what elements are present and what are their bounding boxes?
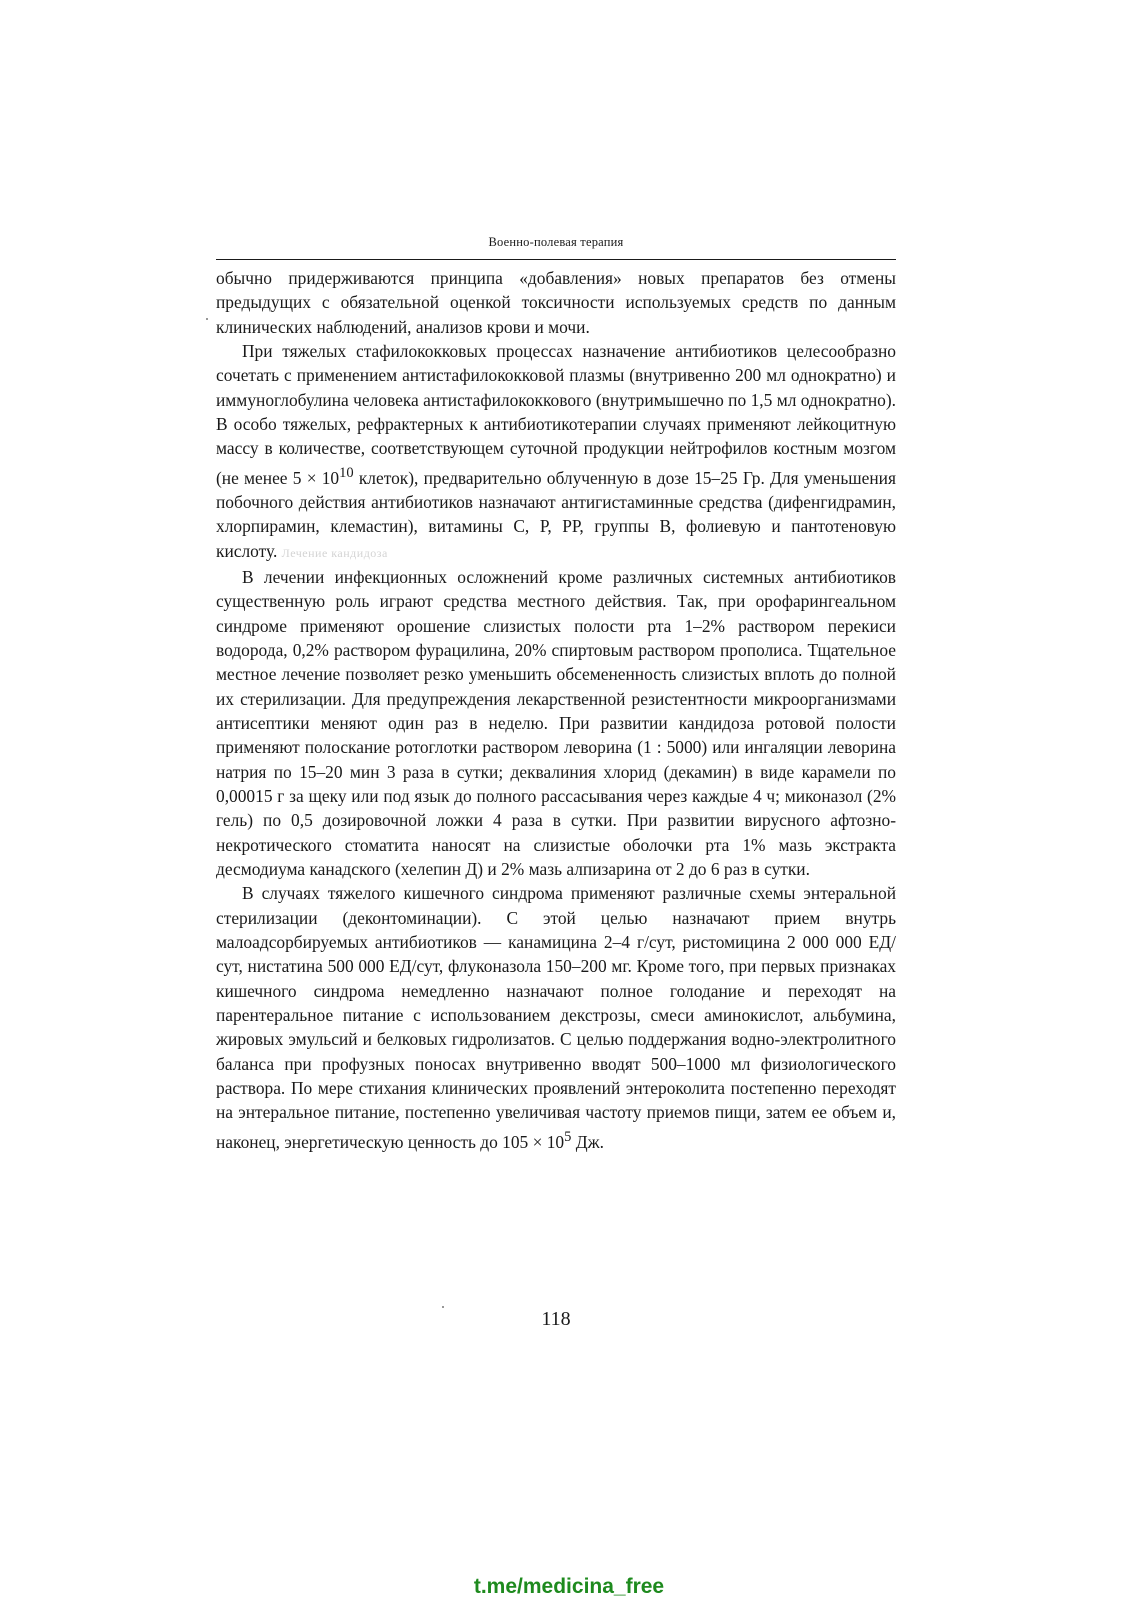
paragraph-4-text-continued: Дж.: [571, 1131, 604, 1152]
paragraph-3: В лечении инфекционных осложнений кроме различных системных антибиотиков существенную роль играют средства местного действия. Так, при орофарингеальном синдроме применяют орошение слизистых полости рта 1–2% раствором перекиси водорода, 0,2% раствором фурацилина, 20% спиртовым раствором прополиса. Тщательное местное лечение позволяет резко уменьшить обсемененность слизистых вплоть до полной их стерилизации. Для предупреждения лекарственной резистентности микроорганизмами антисептики меняют один раз в неделю. При развитии кандидоза ротовой полости применяют полоскание ротоглотки раствором леворина (1 : 5000) или ингаляции леворина натрия по 15–20 мин 3 раза в сутки; деквалиния хлорид (декамин) в виде карамели по 0,00015 г за щеку или под язык до полного рассасывания через каждые 4 ч; миконазол (2% гель) по 0,5 дозировочной ложки 4 раза в сутки. При развитии вирусного афтозно-некротического стоматита наносят на слизистые оболочки рта 1% мазь экстракта десмодиума канадского (хелепин Д) и 2% мазь алпизарина от 2 до 6 раз в сутки.: [216, 566, 896, 880]
paragraph-2-text-continued: клеток), предварительно облученную в дозе 15–25 Гр. Для уменьшения побочного действия антибиотиков назначают антигистаминные средства (дифенгидрамин, хлорпирамин, клемастин), витамины С, Р, РР, группы В, фолиевую и пантотеновую кислоту.: [216, 467, 896, 561]
superscript-exponent: 5: [564, 1128, 572, 1145]
paragraph-4-text: В случаях тяжелого кишечного синдрома применяют различные схемы энтеральной стерилизации (деконтоминации). С этой целью назначают прием внутрь малоадсорбируемых антибиотиков — канамицина 2–4 г/сут, ристомицина 2 000 000 ЕД/сут, нистатина 500 000 ЕД/сут, флуконазола 150–200 мг. Кроме того, при первых признаках кишечного синдрома немедленно назначают полное голодание и переходят на парентеральное питание с использованием декстрозы, смеси аминокислот, альбумина, жировых эмульсий и белковых гидролизатов. С целью поддержания водно-электролитного баланса при профузных поносах внутривенно вводят 500–1000 мл физиологического раствора. По мере стихания клинических проявлений энтероколита постепенно переходят на энтеральное питание, постепенно увеличивая частоту приемов пищи, затем ее объем и, наконец, энергетическую ценность до 105 × 10: [216, 883, 896, 1152]
paragraph-4: [216, 881, 896, 1154]
watermark-link[interactable]: t.me/medicina_free: [473, 1575, 665, 1598]
paragraph-1: обычно придерживаются принципа «добавления» новых препаратов без отмены предыдущих с обязательной оценкой токсичности используемых средств по данным клинических наблюдений, анализов крови и мочи.: [216, 268, 896, 337]
page-number: 118: [541, 1308, 571, 1330]
paragraph-2-text: При тяжелых стафилококковых процессах назначение антибиотиков целесообразно сочетать с применением антистафилококковой плазмы (внутривенно 200 мл однократно) и иммуноглобулина человека антистафилококкового (внутримышечно по 1,5 мл однократно). В особо тяжелых, рефрактерных к антибиотикотерапии случаях применяют лейкоцитную массу в количестве, соответствующем суточной продукции нейтрофилов костным мозгом (не менее 5 × 10: [216, 341, 896, 488]
running-header: Военно-полевая терапия: [488, 235, 624, 249]
faint-bleed-through-text: Лечение кандидоза: [281, 545, 388, 560]
header-rule: [216, 259, 896, 260]
superscript-exponent: 10: [339, 464, 354, 481]
body-text: [216, 266, 896, 1154]
scan-speck: [206, 318, 208, 320]
paragraph-2: [216, 339, 896, 565]
